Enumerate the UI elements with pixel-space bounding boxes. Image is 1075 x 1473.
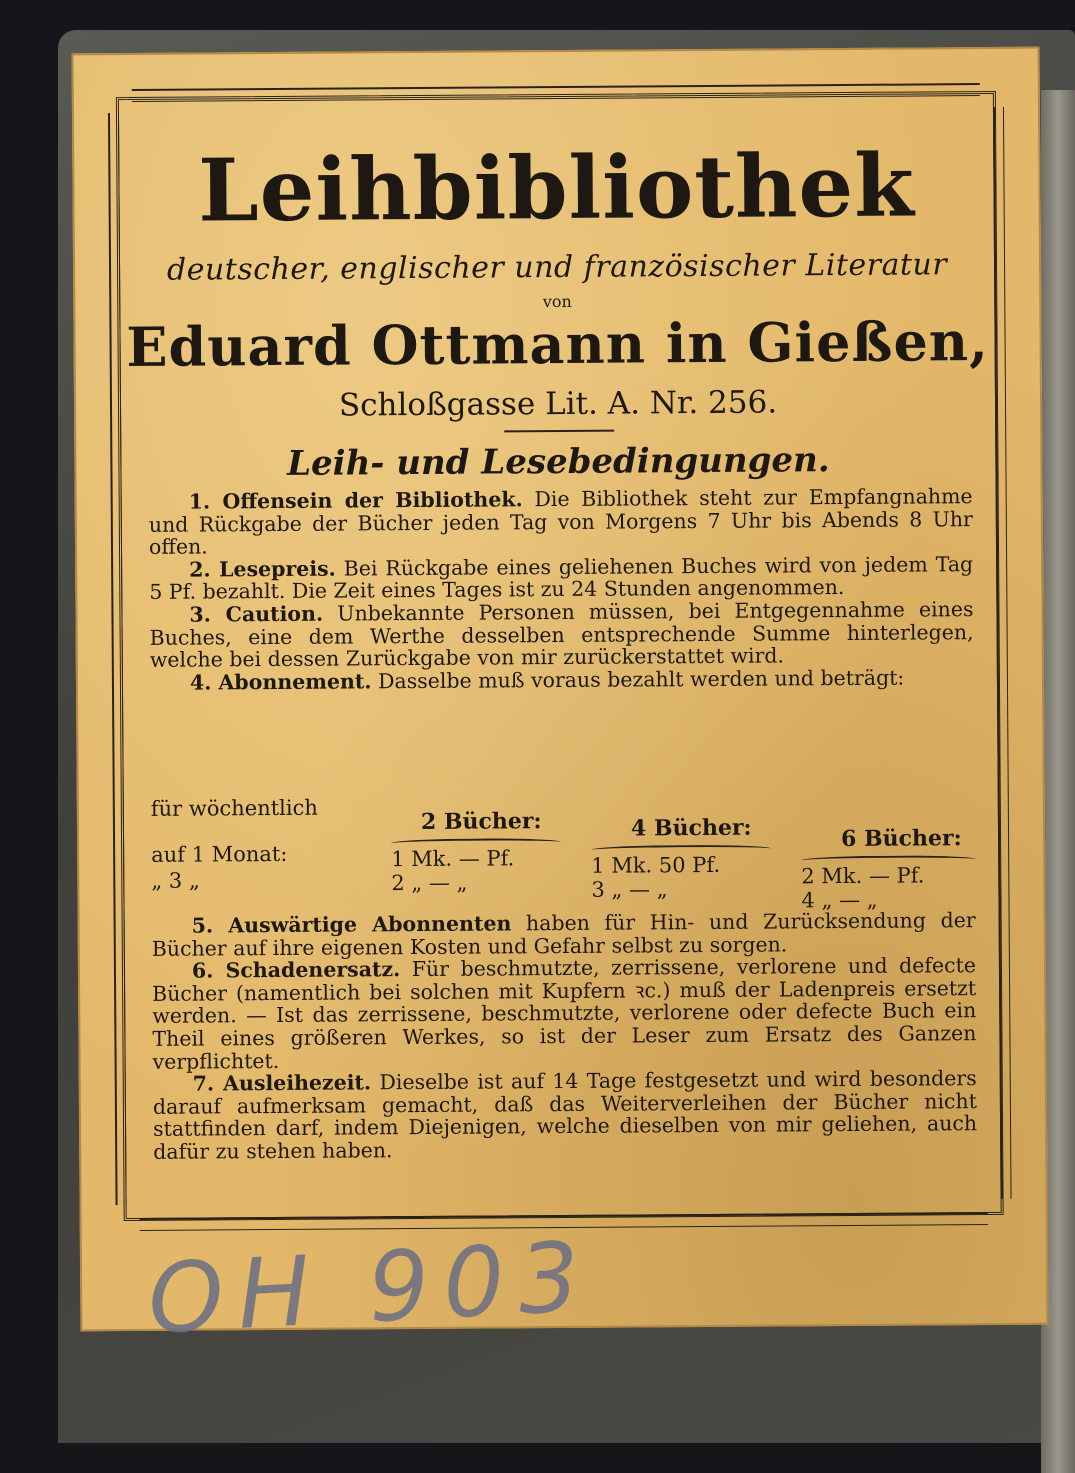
condition-text: haben für Hin- und Zurücksendung der Bücher auf ihre eigenen Kosten und Gefahr selbst zu sorgen. (151, 908, 976, 961)
condition-text: Dieselbe ist auf 14 Tage festgesetzt und wird besonders darauf aufmerksam gemacht, daß das Weiterverleihen der Bücher nicht stattfinden darf, indem Diejenigen, welche dieselben von mir geliehen, auch dafür zu stehen haben. (152, 1066, 978, 1164)
handwritten-shelfmark: OH 903 (145, 1220, 597, 1356)
conditions-list (149, 485, 974, 694)
condition-item (153, 1067, 978, 1163)
condition-heading: 1. Offensein der Bibliothek. (188, 487, 523, 514)
publisher-address: Schloßgasse Lit. A. Nr. 256. (338, 384, 778, 424)
column-header: 4 Bücher: (630, 814, 752, 842)
condition-item (152, 909, 976, 960)
condition-item (149, 553, 973, 604)
condition-item (152, 954, 977, 1073)
condition-heading: 2. Lesepreis. (189, 556, 336, 582)
conditions-heading: Leih- und Lesebedingungen. (287, 440, 830, 484)
one-month-price: 1 Mk. 50 Pf. (591, 852, 721, 878)
subscription-table (151, 791, 976, 913)
three-months-price: 3 „ — „ (591, 877, 668, 902)
one-month-price: 2 Mk. — Pf. (801, 863, 925, 889)
condition-heading: 5. Auswärtige Abonnenten (191, 911, 512, 938)
condition-heading: 3. Caution. (189, 601, 324, 627)
condition-heading: 4. Abonnement. (189, 669, 372, 695)
column-header: 6 Bücher: (840, 825, 962, 853)
condition-text: Unbekannte Personen müssen, bei Entgegennahme eines Buches, eine dem Werthe desselben entsprechende Summe hinterlegen, welche bei dessen Zurückgabe von mir zurückerstattet wird. (149, 597, 974, 673)
conditions-list-continued (152, 909, 978, 1163)
library-subtitle: deutscher, englischer und französischer Literatur (166, 247, 948, 288)
row-label-one-month: auf 1 Monat: (151, 841, 288, 867)
three-months-price: 2 „ — „ (391, 870, 468, 896)
von-word: von (542, 291, 572, 312)
column-brace (391, 838, 561, 847)
condition-text: Bei Rückgabe eines geliehenen Buches wird von jedem Tag 5 Pf. bezahlt. Die Zeit eines Tages ist zu 24 Stunden angenommen. (149, 551, 974, 605)
column-2-books (391, 808, 542, 895)
publisher-name: Eduard Ottmann in Gießen, (126, 308, 990, 380)
condition-item (149, 485, 973, 559)
column-4-books (591, 815, 752, 902)
condition-text: Die Bibliothek steht zur Empfangnahme und Rückgabe der Bücher jeden Tag von Morgens 7 Uhr bis Abends 8 Uhr offen. (148, 484, 973, 560)
column-brace (801, 855, 976, 864)
condition-text: Für beschmutzte, zerrissene, verlorene und defecte Bücher (namentlich bei solchen mit Kupfern ꝛc.) muß der Ladenpreis ersetzt werden. — Ist das zerrissene, beschmutzte, verlorene oder defecte Buch ein Theil eines größeren Werkes, so ist der Leser zum Ersatz des Ganzen verpflichtet. (152, 953, 977, 1074)
row-label-three-months: „ 3 „ (151, 868, 200, 893)
library-title: Leihbibliothek (197, 135, 916, 242)
library-label (72, 47, 1049, 1332)
condition-item (149, 598, 973, 672)
column-header: 2 Bücher: (420, 808, 542, 835)
one-month-price: 1 Mk. — Pf. (391, 846, 515, 872)
three-months-price: 4 „ — „ (801, 887, 878, 913)
condition-heading: 6. Schadenersatz. (191, 957, 401, 983)
condition-text: Dasselbe muß voraus bezahlt werden und beträgt: (377, 665, 905, 694)
column-6-books (801, 825, 962, 912)
row-label-weekly: für wöchentlich (150, 795, 318, 821)
condition-heading: 7. Ausleihezeit. (192, 1070, 372, 1096)
column-brace (591, 845, 771, 854)
